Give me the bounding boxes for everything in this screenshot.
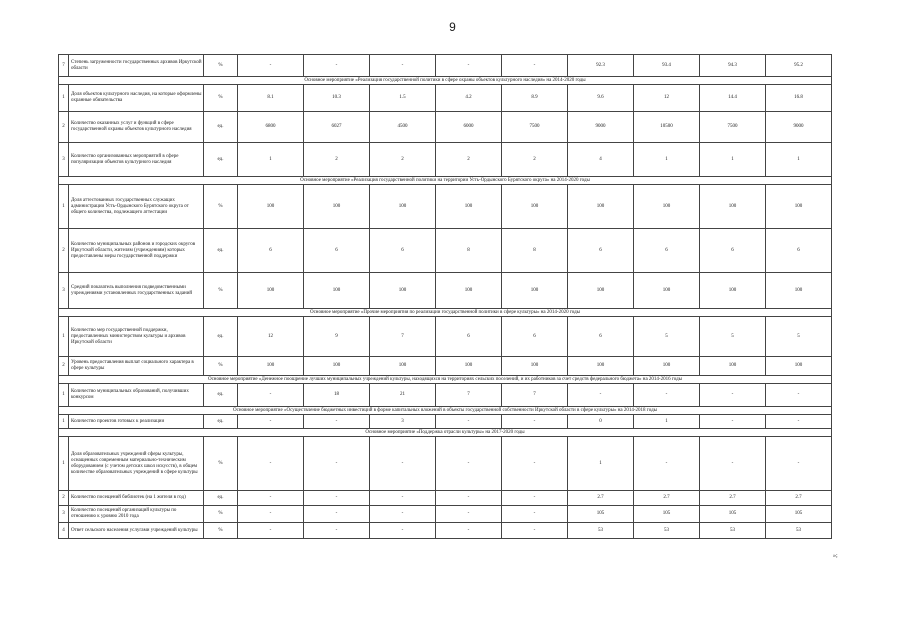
unit: ед. — [204, 491, 238, 506]
table-row — [59, 55, 832, 77]
value-cell: 100 — [502, 185, 568, 229]
trailing-mark: »; — [833, 553, 838, 559]
value-cell: - — [238, 437, 304, 491]
value-cell: 8 — [502, 229, 568, 273]
section-title: Основное мероприятие «Прочие мероприятия по реализации государственной политики в сфере культуры» на 2014-2020 годы — [59, 309, 832, 317]
value-cell: 100 — [634, 273, 700, 309]
row-number: 1 — [59, 185, 69, 229]
value-cell: 6 — [238, 229, 304, 273]
table-row — [59, 229, 832, 273]
value-cell: 100 — [766, 185, 832, 229]
value-cell: 5 — [700, 317, 766, 357]
indicator-name: Количество мер государственной поддержки, предоставленных министерством культуры и архивов Иркутской области — [69, 317, 204, 357]
value-cell: 100 — [436, 357, 502, 376]
value-cell: 2 — [436, 143, 502, 177]
value-cell: 6000 — [436, 112, 502, 143]
value-cell: - — [502, 437, 568, 491]
value-cell: 2.7 — [766, 491, 832, 506]
unit: ед. — [204, 384, 238, 407]
value-cell: 16.8 — [766, 85, 832, 112]
table-row — [59, 437, 832, 491]
indicator-name: Доля аттестованных государственных служащих администрации Усть-Ордынского Бурятского округа от общего количества, подлежащего аттестации — [69, 185, 204, 229]
value-cell: 2.7 — [568, 491, 634, 506]
section-title: Основное мероприятие «Денежное поощрение лучших муниципальных учреждений культуры, находящихся на территориях сельских поселений, и их работников за счет средств федерального бюджета» на 2014-2016 годы — [59, 376, 832, 384]
value-cell: 4 — [568, 143, 634, 177]
value-cell: - — [370, 55, 436, 77]
value-cell: - — [238, 415, 304, 429]
value-cell: 7500 — [700, 112, 766, 143]
value-cell: - — [502, 491, 568, 506]
value-cell: 18 — [304, 384, 370, 407]
table-row — [59, 317, 832, 357]
indicators-table — [58, 54, 832, 539]
value-cell: 1.5 — [370, 85, 436, 112]
value-cell: - — [634, 384, 700, 407]
value-cell: 100 — [304, 357, 370, 376]
value-cell: 100 — [766, 273, 832, 309]
value-cell: 100 — [304, 185, 370, 229]
value-cell: 12 — [238, 317, 304, 357]
value-cell: 1 — [766, 143, 832, 177]
table-row — [59, 357, 832, 376]
value-cell: 100 — [766, 357, 832, 376]
value-cell: 100 — [502, 357, 568, 376]
value-cell: 14.4 — [700, 85, 766, 112]
section-header-row — [59, 407, 832, 415]
table-row — [59, 491, 832, 506]
indicator-name: Средний показатель выполнения подведомственными учреждениями установленных государственных заданий — [69, 273, 204, 309]
row-number: 1 — [59, 85, 69, 112]
value-cell: 100 — [634, 185, 700, 229]
row-number: 4 — [59, 523, 69, 539]
indicator-name: Доля объектов культурного наследия, на которые оформлены охранные обязательства — [69, 85, 204, 112]
value-cell: - — [370, 506, 436, 523]
value-cell: 6 — [700, 229, 766, 273]
indicator-name: Количество муниципальных образований, получивших конкурсом — [69, 384, 204, 407]
value-cell: 3 — [370, 415, 436, 429]
table-row — [59, 273, 832, 309]
value-cell: - — [304, 506, 370, 523]
indicator-name: Доля образовательных учреждений сферы культуры, оснащенных современным материально-техническим оборудованием (с учетом детских школ искусств), в общем количестве образовательных учреждений в сфере культуры — [69, 437, 204, 491]
value-cell: - — [502, 523, 568, 539]
value-cell: 53 — [766, 523, 832, 539]
value-cell: - — [304, 437, 370, 491]
value-cell: 53 — [634, 523, 700, 539]
value-cell: - — [238, 55, 304, 77]
value-cell: 53 — [700, 523, 766, 539]
value-cell: 7500 — [502, 112, 568, 143]
value-cell: 21 — [370, 384, 436, 407]
value-cell: - — [766, 415, 832, 429]
indicator-name: Количество посещений библиотек (на 1 жителя в год) — [69, 491, 204, 506]
value-cell: - — [502, 415, 568, 429]
value-cell: 1 — [568, 437, 634, 491]
value-cell: 100 — [634, 357, 700, 376]
value-cell: - — [304, 55, 370, 77]
value-cell: - — [634, 437, 700, 491]
value-cell: - — [700, 437, 766, 491]
indicator-name: Ответ сельского населения услугами учреждений культуры — [69, 523, 204, 539]
value-cell: - — [766, 437, 832, 491]
value-cell: 105 — [700, 506, 766, 523]
section-title: Основное мероприятие «Осуществление бюджетных инвестиций в форме капитальных вложений в объекты государственной собственности Иркутской области в сфере культуры» на 2014-2018 годы — [59, 407, 832, 415]
value-cell: - — [370, 523, 436, 539]
value-cell: - — [304, 491, 370, 506]
value-cell: 100 — [700, 273, 766, 309]
row-number: 7 — [59, 55, 69, 77]
value-cell: 8.1 — [238, 85, 304, 112]
value-cell: 100 — [568, 273, 634, 309]
row-number: 1 — [59, 317, 69, 357]
section-title: Основное мероприятие «Реализация государственной политики на территории Усть-Ордынского Бурятского округа» на 2014-2020 годы — [59, 177, 832, 185]
value-cell: - — [502, 506, 568, 523]
value-cell: 6 — [436, 317, 502, 357]
value-cell: - — [436, 437, 502, 491]
value-cell: - — [700, 415, 766, 429]
value-cell: 6 — [370, 229, 436, 273]
value-cell: 93.4 — [634, 55, 700, 77]
value-cell: 9000 — [568, 112, 634, 143]
indicator-name: Количество проектов готовых к реализации — [69, 415, 204, 429]
value-cell: 1 — [634, 415, 700, 429]
value-cell: 100 — [370, 185, 436, 229]
row-number: 2 — [59, 491, 69, 506]
value-cell: 92.3 — [568, 55, 634, 77]
section-header-row — [59, 376, 832, 384]
value-cell: - — [238, 506, 304, 523]
value-cell: - — [370, 437, 436, 491]
unit: ед. — [204, 112, 238, 143]
section-header-row — [59, 77, 832, 85]
value-cell: 100 — [238, 357, 304, 376]
indicator-name: Уровень предоставления выплат социального характера в сфере культуры — [69, 357, 204, 376]
value-cell: 95.2 — [766, 55, 832, 77]
value-cell: - — [436, 523, 502, 539]
value-cell: 8.9 — [502, 85, 568, 112]
unit: % — [204, 357, 238, 376]
value-cell: 2 — [304, 143, 370, 177]
value-cell: 100 — [370, 357, 436, 376]
value-cell: 6 — [304, 229, 370, 273]
value-cell: 2 — [370, 143, 436, 177]
value-cell: 10500 — [634, 112, 700, 143]
row-number: 1 — [59, 437, 69, 491]
value-cell: 100 — [304, 273, 370, 309]
value-cell: 105 — [634, 506, 700, 523]
value-cell: 53 — [568, 523, 634, 539]
value-cell: - — [436, 55, 502, 77]
value-cell: - — [436, 491, 502, 506]
value-cell: 5 — [634, 317, 700, 357]
unit: % — [204, 185, 238, 229]
value-cell: 6800 — [238, 112, 304, 143]
value-cell: 100 — [436, 185, 502, 229]
value-cell: 7 — [436, 384, 502, 407]
table-row — [59, 143, 832, 177]
value-cell: 100 — [700, 185, 766, 229]
value-cell: - — [436, 506, 502, 523]
value-cell: 1 — [700, 143, 766, 177]
value-cell: 1 — [238, 143, 304, 177]
value-cell: 6 — [568, 317, 634, 357]
indicator-name: Количество муниципальных районов и городских округов Иркутской области, жителям (учреждениям) которых предоставлены меры государственной поддержки — [69, 229, 204, 273]
indicator-name: Количество посещений организаций культуры по отношению к уровню 2010 года — [69, 506, 204, 523]
table-row — [59, 415, 832, 429]
unit: % — [204, 273, 238, 309]
unit: ед. — [204, 317, 238, 357]
table-row — [59, 523, 832, 539]
section-header-row — [59, 429, 832, 437]
value-cell: - — [238, 384, 304, 407]
value-cell: 8 — [436, 229, 502, 273]
unit: % — [204, 437, 238, 491]
table-row — [59, 85, 832, 112]
value-cell: - — [370, 491, 436, 506]
value-cell: 6 — [502, 317, 568, 357]
value-cell: 1 — [634, 143, 700, 177]
unit: % — [204, 55, 238, 77]
row-number: 2 — [59, 112, 69, 143]
indicator-name: Степень загруженности государственных архивов Иркутской области — [69, 55, 204, 77]
unit: % — [204, 506, 238, 523]
table-row — [59, 506, 832, 523]
value-cell: 6 — [568, 229, 634, 273]
value-cell: 0 — [568, 415, 634, 429]
value-cell: 9000 — [766, 112, 832, 143]
row-number: 2 — [59, 229, 69, 273]
value-cell: 100 — [436, 273, 502, 309]
value-cell: - — [766, 384, 832, 407]
row-number: 2 — [59, 357, 69, 376]
unit: ед. — [204, 229, 238, 273]
value-cell: 2.7 — [634, 491, 700, 506]
unit: % — [204, 523, 238, 539]
table-row — [59, 384, 832, 407]
value-cell: 100 — [370, 273, 436, 309]
row-number: 1 — [59, 415, 69, 429]
value-cell: 6027 — [304, 112, 370, 143]
value-cell: 100 — [568, 357, 634, 376]
section-title: Основное мероприятие «Реализация государственной политики в сфере охраны объектов культурного наследия» на 2014-2020 годы — [59, 77, 832, 85]
value-cell: 105 — [568, 506, 634, 523]
value-cell: 100 — [238, 185, 304, 229]
section-header-row — [59, 309, 832, 317]
section-header-row — [59, 177, 832, 185]
unit: ед. — [204, 143, 238, 177]
value-cell: 5 — [766, 317, 832, 357]
value-cell: - — [304, 415, 370, 429]
page-number: 9 — [449, 20, 456, 34]
value-cell: 105 — [766, 506, 832, 523]
value-cell: - — [502, 55, 568, 77]
value-cell: - — [238, 491, 304, 506]
value-cell: - — [700, 384, 766, 407]
value-cell: - — [568, 384, 634, 407]
row-number: 3 — [59, 143, 69, 177]
row-number: 1 — [59, 384, 69, 407]
value-cell: - — [304, 523, 370, 539]
unit: % — [204, 85, 238, 112]
value-cell: 100 — [238, 273, 304, 309]
value-cell: 9.6 — [568, 85, 634, 112]
row-number: 3 — [59, 506, 69, 523]
value-cell: 100 — [502, 273, 568, 309]
value-cell: 2.7 — [700, 491, 766, 506]
value-cell: 10.3 — [304, 85, 370, 112]
value-cell: 12 — [634, 85, 700, 112]
value-cell: 4.2 — [436, 85, 502, 112]
value-cell: 4500 — [370, 112, 436, 143]
value-cell: 100 — [700, 357, 766, 376]
value-cell: 6 — [766, 229, 832, 273]
value-cell: 9 — [304, 317, 370, 357]
value-cell: 6 — [634, 229, 700, 273]
value-cell: 94.3 — [700, 55, 766, 77]
unit: ед. — [204, 415, 238, 429]
value-cell: 100 — [568, 185, 634, 229]
table-row — [59, 112, 832, 143]
value-cell: 7 — [502, 384, 568, 407]
value-cell: - — [436, 415, 502, 429]
indicator-name: Количество оказанных услуг и функций в сфере государственной охраны объектов культурного наследия — [69, 112, 204, 143]
value-cell: 7 — [370, 317, 436, 357]
row-number: 3 — [59, 273, 69, 309]
value-cell: 2 — [502, 143, 568, 177]
section-title: Основное мероприятие «Поддержка отрасли культуры» на 2017-2020 годы — [59, 429, 832, 437]
indicator-name: Количество организованных мероприятий в сфере популяризации объектов культурного наследия — [69, 143, 204, 177]
value-cell: - — [238, 523, 304, 539]
table-row — [59, 185, 832, 229]
